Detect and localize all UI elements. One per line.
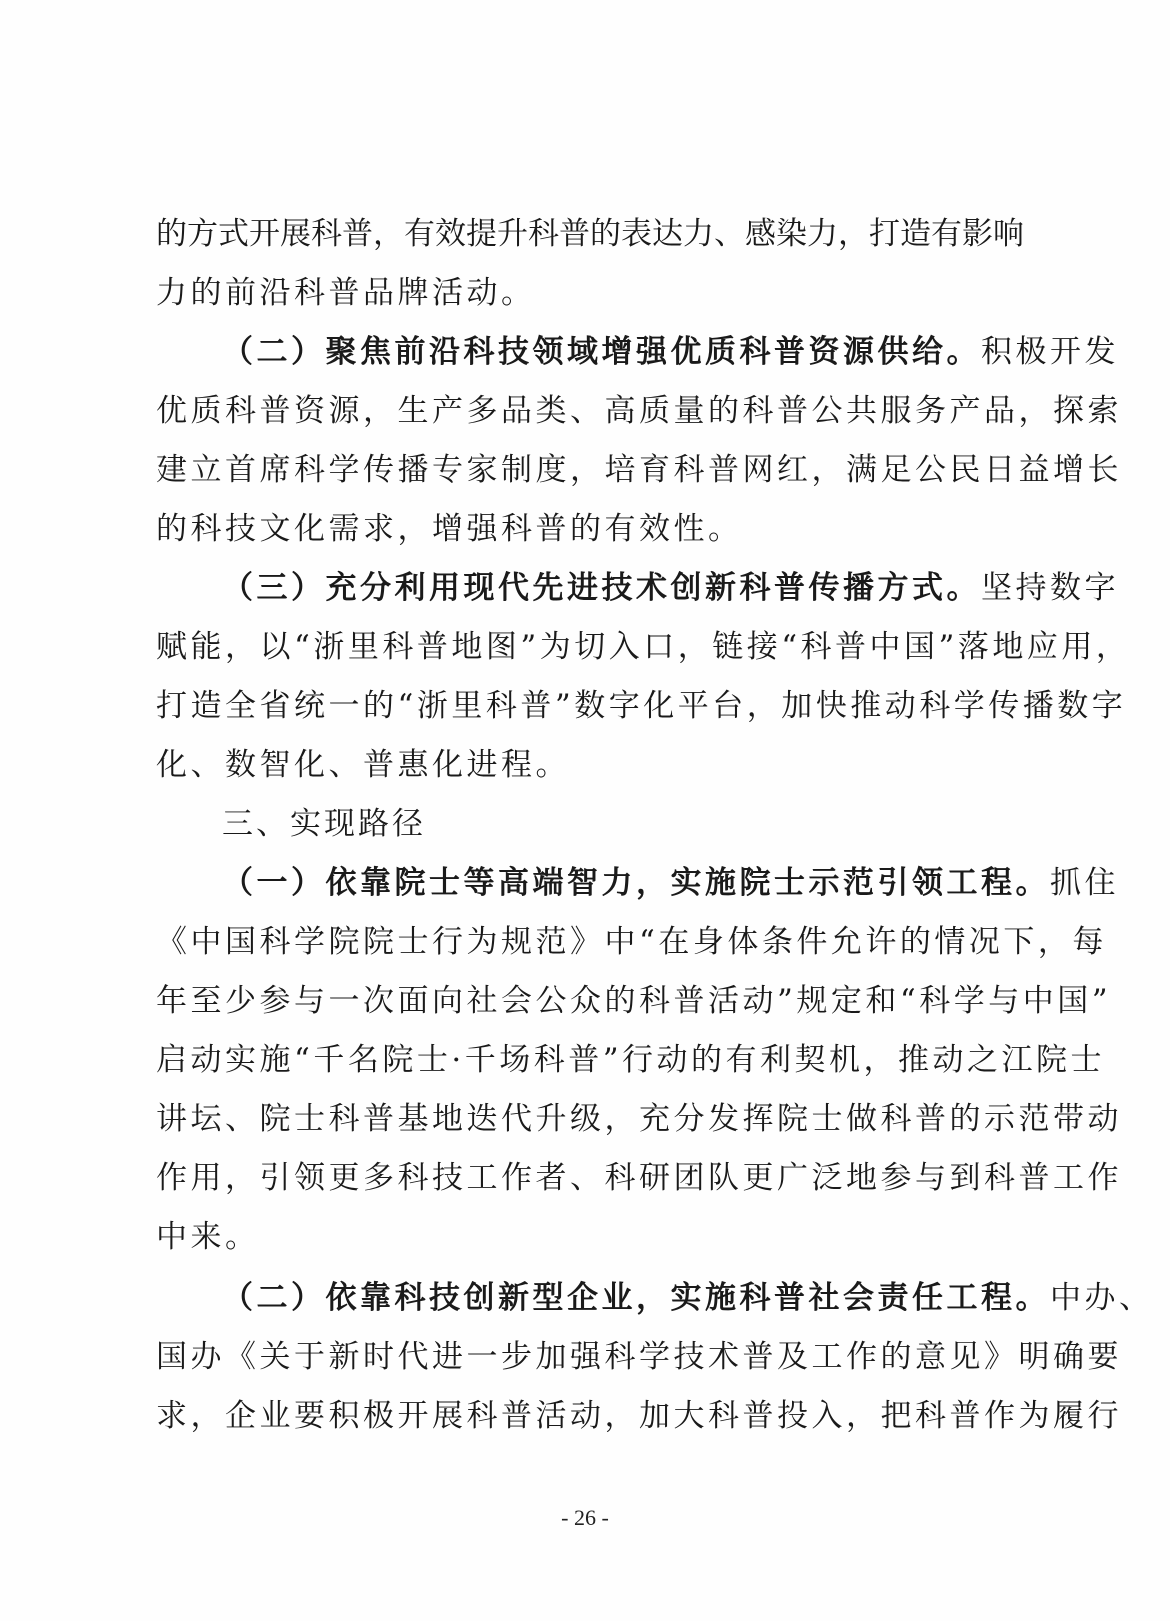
paragraph-line: 的方式开展科普，有效提升科普的表达力、感染力，打造有影响 bbox=[156, 216, 1024, 252]
section-heading-line: （一）依靠院士等高端智力，实施院士示范引领工程。抓住 bbox=[222, 865, 1119, 901]
page-number: - 26 - bbox=[561, 1505, 609, 1530]
section-heading-line: （二）聚焦前沿科技领域增强优质科普资源供给。积极开发 bbox=[222, 334, 1119, 370]
section-heading-bold: （三）充分利用现代先进技术创新科普传播方式。 bbox=[222, 570, 981, 606]
paragraph-line: 的科技文化需求，增强科普的有效性。 bbox=[156, 511, 743, 547]
section-heading-line: （二）依靠科技创新型企业，实施科普社会责任工程。中办、 bbox=[222, 1280, 1154, 1316]
paragraph-line: 赋能，以“浙里科普地图”为切入口，链接“科普中国”落地应用， bbox=[156, 629, 1131, 665]
paragraph-line: 化、数智化、普惠化进程。 bbox=[156, 747, 570, 783]
chapter-heading: 三、实现路径 bbox=[222, 806, 426, 842]
body-text bbox=[156, 205, 1154, 1446]
paragraph-line: 作用，引领更多科技工作者、科研团队更广泛地参与到科普工作 bbox=[156, 1160, 1122, 1196]
paragraph-line: 年至少参与一次面向社会公众的科普活动”规定和“科学与中国” bbox=[156, 983, 1112, 1019]
section-heading-bold: （一）依靠院士等高端智力，实施院士示范引领工程。 bbox=[222, 865, 1050, 901]
paragraph-line: 求，企业要积极开展科普活动，加大科普投入，把科普作为履行 bbox=[156, 1398, 1122, 1434]
paragraph-line: 国办《关于新时代进一步加强科学技术普及工作的意见》明确要 bbox=[156, 1339, 1122, 1375]
paragraph-line: 力的前沿科普品牌活动。 bbox=[156, 275, 536, 311]
paragraph-line: 建立首席科学传播专家制度，培育科普网红，满足公民日益增长 bbox=[156, 452, 1122, 488]
section-heading-line: （三）充分利用现代先进技术创新科普传播方式。坚持数字 bbox=[222, 570, 1119, 606]
paragraph-line: 中来。 bbox=[156, 1219, 260, 1255]
paragraph-line: 优质科普资源，生产多品类、高质量的科普公共服务产品，探索 bbox=[156, 393, 1122, 429]
paragraph-line: 启动实施“千名院士·千场科普”行动的有利契机，推动之江院士 bbox=[156, 1042, 1106, 1078]
paragraph-line: 《中国科学院院士行为规范》中“在身体条件允许的情况下，每 bbox=[156, 924, 1107, 960]
paragraph-line: 讲坛、院士科普基地迭代升级，充分发挥院士做科普的示范带动 bbox=[156, 1101, 1122, 1137]
section-heading-bold: （二）依靠科技创新型企业，实施科普社会责任工程。 bbox=[222, 1280, 1050, 1316]
section-heading-bold: （二）聚焦前沿科技领域增强优质科普资源供给。 bbox=[222, 334, 981, 370]
paragraph-line: 打造全省统一的“浙里科普”数字化平台，加快推动科学传播数字 bbox=[156, 688, 1127, 724]
